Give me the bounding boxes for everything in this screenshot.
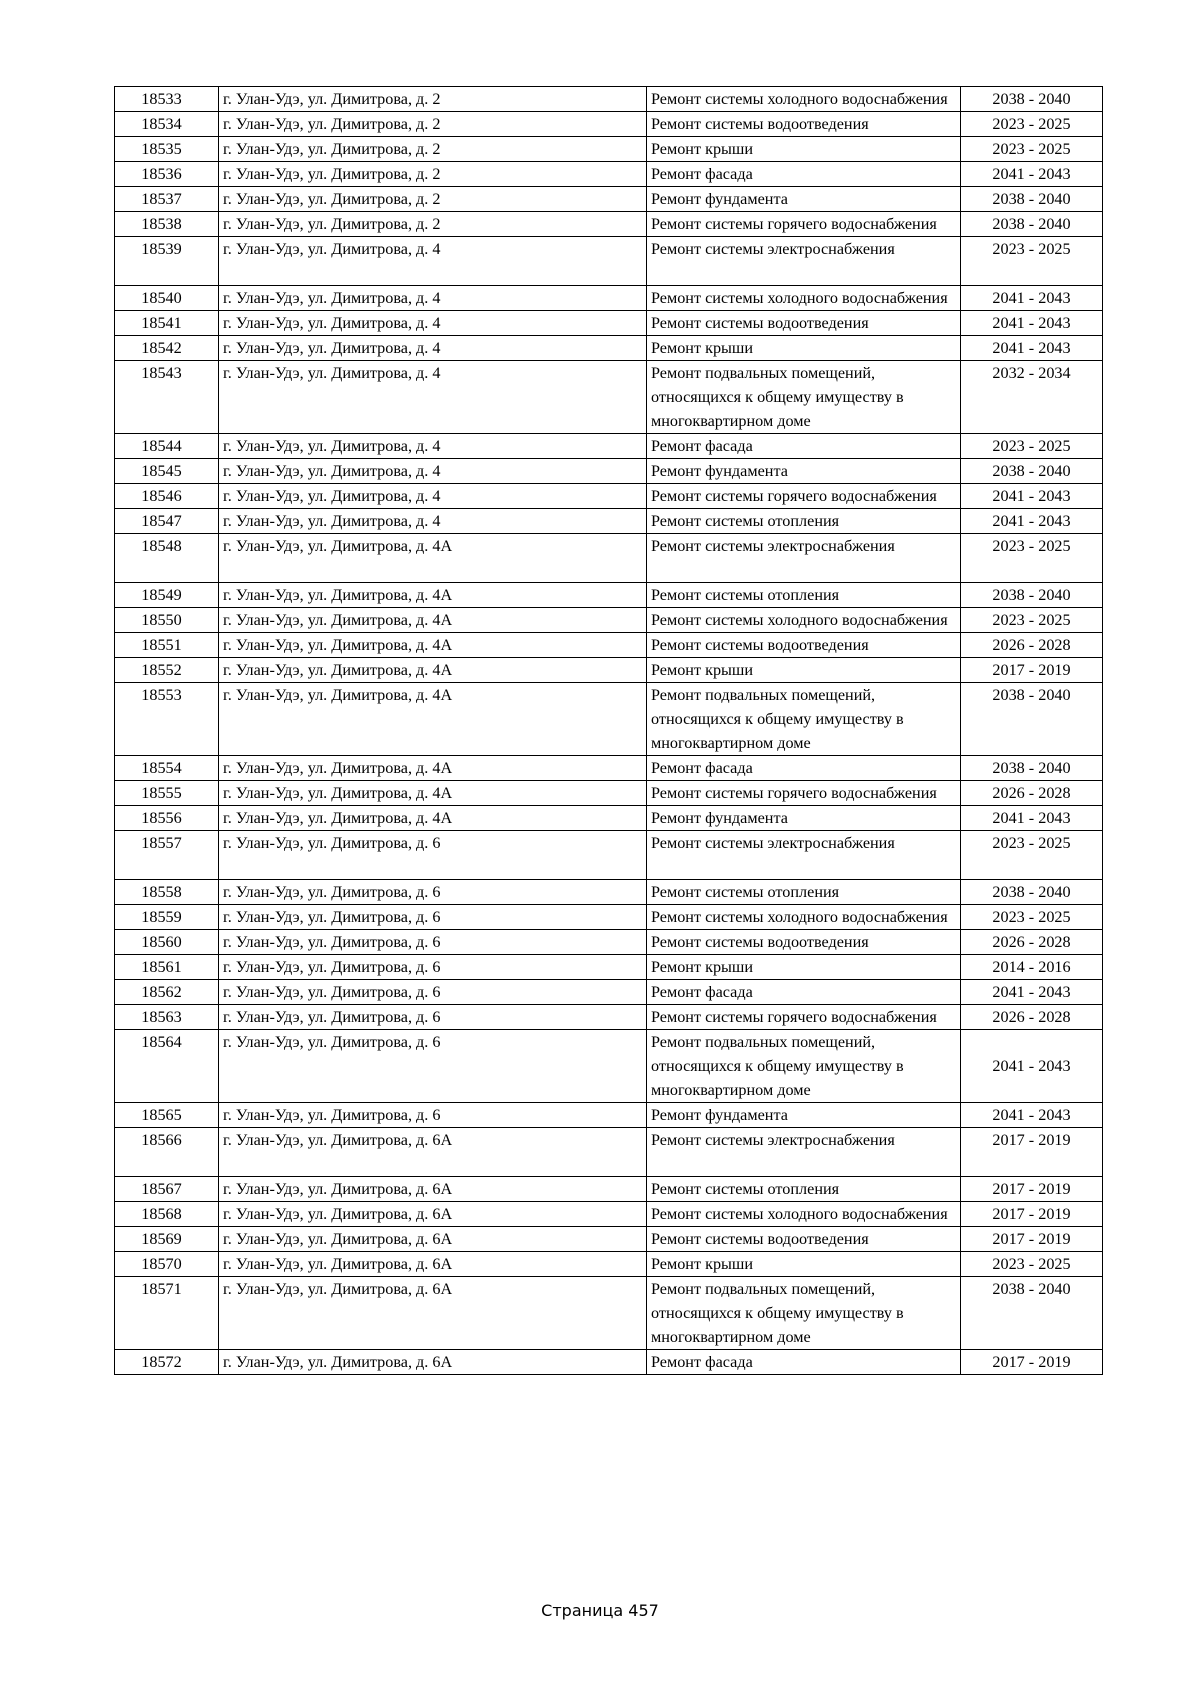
row-period: 2023 - 2025: [961, 534, 1103, 583]
row-number: 18546: [115, 484, 219, 509]
table-row: [115, 1030, 1103, 1103]
row-period: 2023 - 2025: [961, 905, 1103, 930]
row-work-type: Ремонт фасада: [647, 1350, 961, 1375]
row-period: 2038 - 2040: [961, 212, 1103, 237]
row-number: 18572: [115, 1350, 219, 1375]
row-address: г. Улан-Удэ, ул. Димитрова, д. 2: [219, 112, 647, 137]
row-address: г. Улан-Удэ, ул. Димитрова, д. 2: [219, 187, 647, 212]
row-address: г. Улан-Удэ, ул. Димитрова, д. 4: [219, 336, 647, 361]
row-period: 2041 - 2043: [961, 1103, 1103, 1128]
row-period: 2038 - 2040: [961, 87, 1103, 112]
row-number: 18550: [115, 608, 219, 633]
row-period: 2041 - 2043: [961, 1030, 1103, 1103]
row-period: 2023 - 2025: [961, 112, 1103, 137]
row-work-type: Ремонт системы электроснабжения: [647, 237, 961, 286]
table-row: [115, 162, 1103, 187]
row-number: 18543: [115, 361, 219, 434]
table-row: [115, 1103, 1103, 1128]
table-row: [115, 608, 1103, 633]
row-address: г. Улан-Удэ, ул. Димитрова, д. 4: [219, 459, 647, 484]
row-number: 18565: [115, 1103, 219, 1128]
row-address: г. Улан-Удэ, ул. Димитрова, д. 4: [219, 311, 647, 336]
row-period: 2026 - 2028: [961, 1005, 1103, 1030]
table-row: [115, 1177, 1103, 1202]
row-address: г. Улан-Удэ, ул. Димитрова, д. 2: [219, 212, 647, 237]
row-period: 2026 - 2028: [961, 930, 1103, 955]
table-row: [115, 756, 1103, 781]
table-row: [115, 187, 1103, 212]
row-number: 18556: [115, 806, 219, 831]
row-number: 18549: [115, 583, 219, 608]
row-work-type: Ремонт системы холодного водоснабжения: [647, 286, 961, 311]
row-address: г. Улан-Удэ, ул. Димитрова, д. 6А: [219, 1177, 647, 1202]
row-period: 2038 - 2040: [961, 459, 1103, 484]
table-row: [115, 905, 1103, 930]
row-address: г. Улан-Удэ, ул. Димитрова, д. 4А: [219, 658, 647, 683]
table-row: [115, 1350, 1103, 1375]
row-work-type: Ремонт системы электроснабжения: [647, 1128, 961, 1177]
row-work-type: Ремонт фундамента: [647, 806, 961, 831]
table-row: [115, 434, 1103, 459]
row-work-type: Ремонт системы водоотведения: [647, 1227, 961, 1252]
row-number: 18544: [115, 434, 219, 459]
row-work-type: Ремонт фасада: [647, 162, 961, 187]
row-work-type: Ремонт системы отопления: [647, 880, 961, 905]
row-period: 2038 - 2040: [961, 1277, 1103, 1350]
row-period: 2041 - 2043: [961, 484, 1103, 509]
table-row: [115, 484, 1103, 509]
row-work-type: Ремонт фасада: [647, 756, 961, 781]
row-period: 2017 - 2019: [961, 1227, 1103, 1252]
row-period: 2041 - 2043: [961, 311, 1103, 336]
row-period: 2038 - 2040: [961, 683, 1103, 756]
row-work-type: Ремонт крыши: [647, 955, 961, 980]
row-address: г. Улан-Удэ, ул. Димитрова, д. 4: [219, 286, 647, 311]
row-address: г. Улан-Удэ, ул. Димитрова, д. 4А: [219, 806, 647, 831]
row-address: г. Улан-Удэ, ул. Димитрова, д. 6А: [219, 1227, 647, 1252]
row-number: 18563: [115, 1005, 219, 1030]
row-work-type: Ремонт системы холодного водоснабжения: [647, 87, 961, 112]
row-work-type: Ремонт системы холодного водоснабжения: [647, 608, 961, 633]
row-period: 2017 - 2019: [961, 658, 1103, 683]
row-period: 2017 - 2019: [961, 1128, 1103, 1177]
row-number: 18538: [115, 212, 219, 237]
table-body: [115, 87, 1103, 1375]
row-number: 18547: [115, 509, 219, 534]
row-period: 2017 - 2019: [961, 1350, 1103, 1375]
table-row: [115, 509, 1103, 534]
table-row: [115, 361, 1103, 434]
table-row: [115, 336, 1103, 361]
row-number: 18570: [115, 1252, 219, 1277]
row-period: 2041 - 2043: [961, 806, 1103, 831]
row-address: г. Улан-Удэ, ул. Димитрова, д. 4А: [219, 756, 647, 781]
row-address: г. Улан-Удэ, ул. Димитрова, д. 6: [219, 831, 647, 880]
row-work-type: Ремонт системы горячего водоснабжения: [647, 212, 961, 237]
table-row: [115, 311, 1103, 336]
row-address: г. Улан-Удэ, ул. Димитрова, д. 4А: [219, 633, 647, 658]
row-address: г. Улан-Удэ, ул. Димитрова, д. 6А: [219, 1277, 647, 1350]
row-period: 2038 - 2040: [961, 187, 1103, 212]
row-work-type: Ремонт системы горячего водоснабжения: [647, 1005, 961, 1030]
row-period: 2041 - 2043: [961, 509, 1103, 534]
row-period: 2023 - 2025: [961, 1252, 1103, 1277]
row-work-type: Ремонт системы водоотведения: [647, 311, 961, 336]
row-address: г. Улан-Удэ, ул. Димитрова, д. 4: [219, 237, 647, 286]
row-period: 2023 - 2025: [961, 137, 1103, 162]
row-number: 18567: [115, 1177, 219, 1202]
row-address: г. Улан-Удэ, ул. Димитрова, д. 6: [219, 905, 647, 930]
row-address: г. Улан-Удэ, ул. Димитрова, д. 6: [219, 980, 647, 1005]
row-address: г. Улан-Удэ, ул. Димитрова, д. 6А: [219, 1350, 647, 1375]
row-number: 18569: [115, 1227, 219, 1252]
row-address: г. Улан-Удэ, ул. Димитрова, д. 4: [219, 484, 647, 509]
row-work-type: Ремонт фундамента: [647, 459, 961, 484]
row-address: г. Улан-Удэ, ул. Димитрова, д. 4А: [219, 683, 647, 756]
row-number: 18558: [115, 880, 219, 905]
table-row: [115, 112, 1103, 137]
row-address: г. Улан-Удэ, ул. Димитрова, д. 4А: [219, 608, 647, 633]
table-row: [115, 286, 1103, 311]
table-row: [115, 137, 1103, 162]
row-work-type: Ремонт фасада: [647, 434, 961, 459]
row-address: г. Улан-Удэ, ул. Димитрова, д. 2: [219, 137, 647, 162]
row-number: 18571: [115, 1277, 219, 1350]
table-row: [115, 237, 1103, 286]
row-address: г. Улан-Удэ, ул. Димитрова, д. 6А: [219, 1252, 647, 1277]
row-number: 18555: [115, 781, 219, 806]
row-number: 18540: [115, 286, 219, 311]
table-row: [115, 1128, 1103, 1177]
row-number: 18552: [115, 658, 219, 683]
row-number: 18562: [115, 980, 219, 1005]
row-number: 18557: [115, 831, 219, 880]
row-period: 2041 - 2043: [961, 286, 1103, 311]
row-period: 2023 - 2025: [961, 608, 1103, 633]
row-address: г. Улан-Удэ, ул. Димитрова, д. 4: [219, 509, 647, 534]
row-period: 2023 - 2025: [961, 831, 1103, 880]
row-work-type: Ремонт фасада: [647, 980, 961, 1005]
row-number: 18553: [115, 683, 219, 756]
row-work-type: Ремонт системы холодного водоснабжения: [647, 905, 961, 930]
row-address: г. Улан-Удэ, ул. Димитрова, д. 4: [219, 361, 647, 434]
row-work-type: Ремонт фундамента: [647, 187, 961, 212]
row-work-type: Ремонт подвальных помещений, относящихся к общему имуществу в многоквартирном доме: [647, 683, 961, 756]
row-work-type: Ремонт системы отопления: [647, 509, 961, 534]
row-number: 18536: [115, 162, 219, 187]
row-address: г. Улан-Удэ, ул. Димитрова, д. 2: [219, 162, 647, 187]
row-period: 2017 - 2019: [961, 1177, 1103, 1202]
row-work-type: Ремонт подвальных помещений, относящихся к общему имуществу в многоквартирном доме: [647, 1277, 961, 1350]
row-period: 2041 - 2043: [961, 336, 1103, 361]
row-address: г. Улан-Удэ, ул. Димитрова, д. 2: [219, 87, 647, 112]
row-number: 18545: [115, 459, 219, 484]
row-work-type: Ремонт фундамента: [647, 1103, 961, 1128]
table-row: [115, 534, 1103, 583]
row-number: 18542: [115, 336, 219, 361]
table-row: [115, 1202, 1103, 1227]
row-period: 2041 - 2043: [961, 162, 1103, 187]
row-address: г. Улан-Удэ, ул. Димитрова, д. 6: [219, 880, 647, 905]
row-number: 18541: [115, 311, 219, 336]
table-row: [115, 930, 1103, 955]
table-row: [115, 658, 1103, 683]
row-number: 18533: [115, 87, 219, 112]
row-work-type: Ремонт системы водоотведения: [647, 930, 961, 955]
table-row: [115, 87, 1103, 112]
table-row: [115, 1277, 1103, 1350]
table-row: [115, 955, 1103, 980]
table-row: [115, 633, 1103, 658]
row-work-type: Ремонт крыши: [647, 658, 961, 683]
row-number: 18551: [115, 633, 219, 658]
row-work-type: Ремонт крыши: [647, 1252, 961, 1277]
row-period: 2026 - 2028: [961, 781, 1103, 806]
row-work-type: Ремонт подвальных помещений, относящихся к общему имуществу в многоквартирном доме: [647, 1030, 961, 1103]
row-work-type: Ремонт системы горячего водоснабжения: [647, 484, 961, 509]
row-period: 2023 - 2025: [961, 434, 1103, 459]
row-address: г. Улан-Удэ, ул. Димитрова, д. 4А: [219, 583, 647, 608]
row-work-type: Ремонт системы электроснабжения: [647, 831, 961, 880]
row-number: 18566: [115, 1128, 219, 1177]
row-period: 2014 - 2016: [961, 955, 1103, 980]
row-address: г. Улан-Удэ, ул. Димитрова, д. 6: [219, 1030, 647, 1103]
row-number: 18559: [115, 905, 219, 930]
table-row: [115, 1227, 1103, 1252]
table-row: [115, 980, 1103, 1005]
row-work-type: Ремонт системы холодного водоснабжения: [647, 1202, 961, 1227]
row-period: 2038 - 2040: [961, 880, 1103, 905]
row-address: г. Улан-Удэ, ул. Димитрова, д. 6: [219, 930, 647, 955]
row-number: 18564: [115, 1030, 219, 1103]
row-address: г. Улан-Удэ, ул. Димитрова, д. 6: [219, 955, 647, 980]
row-work-type: Ремонт системы электроснабжения: [647, 534, 961, 583]
table-row: [115, 583, 1103, 608]
row-address: г. Улан-Удэ, ул. Димитрова, д. 6: [219, 1005, 647, 1030]
row-work-type: Ремонт системы горячего водоснабжения: [647, 781, 961, 806]
page-number: Страница 457: [541, 1601, 659, 1620]
row-number: 18534: [115, 112, 219, 137]
table-row: [115, 781, 1103, 806]
row-number: 18561: [115, 955, 219, 980]
row-period: 2032 - 2034: [961, 361, 1103, 434]
row-work-type: Ремонт крыши: [647, 137, 961, 162]
row-work-type: Ремонт системы водоотведения: [647, 112, 961, 137]
table-row: [115, 459, 1103, 484]
row-work-type: Ремонт системы водоотведения: [647, 633, 961, 658]
table-row: [115, 1252, 1103, 1277]
row-work-type: Ремонт системы отопления: [647, 1177, 961, 1202]
row-address: г. Улан-Удэ, ул. Димитрова, д. 4А: [219, 781, 647, 806]
row-work-type: Ремонт подвальных помещений, относящихся к общему имуществу в многоквартирном доме: [647, 361, 961, 434]
table-row: [115, 831, 1103, 880]
row-period: 2026 - 2028: [961, 633, 1103, 658]
row-number: 18535: [115, 137, 219, 162]
table-row: [115, 1005, 1103, 1030]
row-period: 2017 - 2019: [961, 1202, 1103, 1227]
row-address: г. Улан-Удэ, ул. Димитрова, д. 6А: [219, 1202, 647, 1227]
row-number: 18568: [115, 1202, 219, 1227]
row-period: 2041 - 2043: [961, 980, 1103, 1005]
row-work-type: Ремонт системы отопления: [647, 583, 961, 608]
row-work-type: Ремонт крыши: [647, 336, 961, 361]
row-address: г. Улан-Удэ, ул. Димитрова, д. 6: [219, 1103, 647, 1128]
row-number: 18539: [115, 237, 219, 286]
table-row: [115, 683, 1103, 756]
repair-schedule-table: [114, 86, 1103, 1375]
row-period: 2023 - 2025: [961, 237, 1103, 286]
row-address: г. Улан-Удэ, ул. Димитрова, д. 4А: [219, 534, 647, 583]
table-row: [115, 212, 1103, 237]
row-address: г. Улан-Удэ, ул. Димитрова, д. 4: [219, 434, 647, 459]
row-number: 18537: [115, 187, 219, 212]
row-number: 18548: [115, 534, 219, 583]
table-row: [115, 806, 1103, 831]
table-row: [115, 880, 1103, 905]
row-period: 2038 - 2040: [961, 583, 1103, 608]
row-period: 2038 - 2040: [961, 756, 1103, 781]
row-address: г. Улан-Удэ, ул. Димитрова, д. 6А: [219, 1128, 647, 1177]
row-number: 18554: [115, 756, 219, 781]
row-number: 18560: [115, 930, 219, 955]
